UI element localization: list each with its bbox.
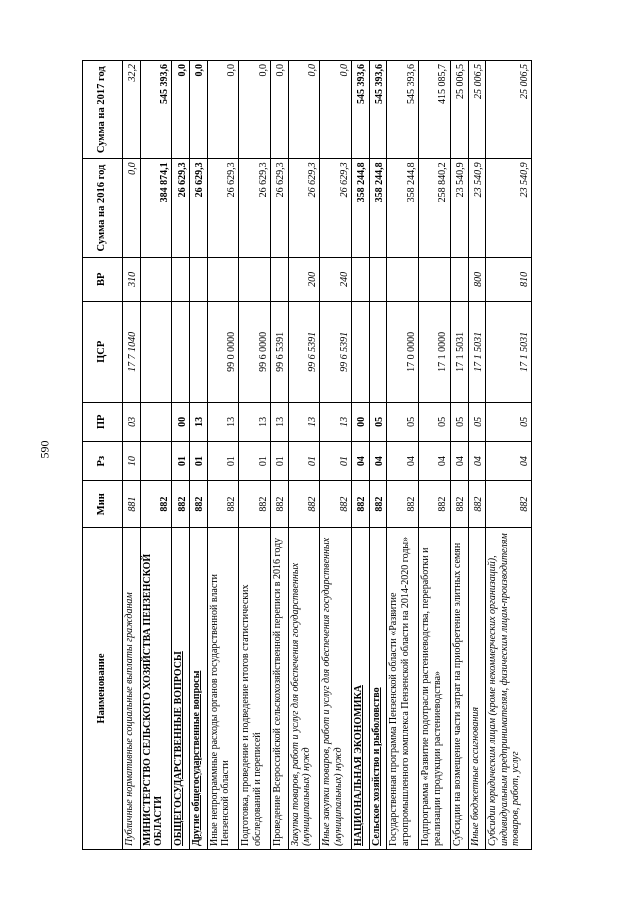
cell-name: Субсидии на возмещение части затрат на приобретение элитных семян: [450, 528, 468, 850]
header-min: Мин: [83, 481, 123, 528]
table-row: [450, 61, 468, 850]
cell-min: 882: [320, 481, 352, 528]
cell-name: ОБЩЕГОСУДАРСТВЕННЫЕ ВОПРОСЫ: [172, 528, 190, 850]
cell-pr: 05: [369, 402, 387, 441]
cell-pr: 00: [172, 402, 190, 441]
cell-pr: 13: [207, 402, 239, 441]
cell-vr: 200: [288, 257, 320, 301]
cell-csr: 17 1 5031: [486, 301, 532, 402]
cell-csr: 99 6 0000: [239, 301, 271, 402]
table-row: [387, 61, 419, 850]
cell-vr: [239, 257, 271, 301]
cell-vr: 240: [320, 257, 352, 301]
cell-rz: 04: [468, 442, 486, 481]
cell-rz: 01: [288, 442, 320, 481]
cell-pr: 05: [468, 402, 486, 441]
cell-vr: 310: [123, 257, 141, 301]
cell-name: Другие общегосударственные вопросы: [190, 528, 208, 850]
cell-csr: 17 0 0000: [387, 301, 419, 402]
table-row: [207, 61, 239, 850]
cell-name: Иные закупки товаров, работ и услуг для обеспечения государственных (муниципальных) нужд: [320, 528, 352, 850]
header-sum-2016: Сумма на 2016 год: [83, 159, 123, 257]
cell-vr: [190, 257, 208, 301]
cell-name: МИНИСТЕРСТВО СЕЛЬСКОГО ХОЗЯЙСТВА ПЕНЗЕНСКОЙ ОБЛАСТИ: [140, 528, 172, 850]
cell-sum-2017: 25 006,5: [468, 61, 486, 159]
cell-vr: [207, 257, 239, 301]
cell-sum-2016: 26 629,3: [288, 159, 320, 257]
cell-pr: 05: [419, 402, 451, 441]
cell-min: 882: [172, 481, 190, 528]
cell-sum-2017: 0,0: [239, 61, 271, 159]
cell-min: 882: [271, 481, 289, 528]
cell-min: 882: [288, 481, 320, 528]
cell-csr: 17 1 5031: [468, 301, 486, 402]
cell-name: Подготовка, проведение и подведение итогов статистических обследований и переписей: [239, 528, 271, 850]
table-row: [288, 61, 320, 850]
cell-csr: [190, 301, 208, 402]
cell-name: Иные непрограммные расходы органов государственной власти Пензенской области: [207, 528, 239, 850]
cell-name: Иные бюджетные ассигнования: [468, 528, 486, 850]
cell-name: НАЦИОНАЛЬНАЯ ЭКОНОМИКА: [352, 528, 370, 850]
cell-sum-2017: 545 393,6: [352, 61, 370, 159]
cell-sum-2016: 23 540,9: [486, 159, 532, 257]
cell-rz: 04: [369, 442, 387, 481]
cell-name: Проведение Всероссийской сельскохозяйственной переписи в 2016 году: [271, 528, 289, 850]
cell-name: Субсидии юридическим лицам (кроме некоммерческих организаций), индивидуальным предпринимателям, физическим лицам-производителям товаров, работ, услуг: [486, 528, 532, 850]
cell-sum-2017: 545 393,6: [140, 61, 172, 159]
cell-vr: [450, 257, 468, 301]
cell-rz: 01: [190, 442, 208, 481]
cell-sum-2017: 0,0: [190, 61, 208, 159]
rotated-page: [82, 60, 532, 850]
table-row: [419, 61, 451, 850]
cell-sum-2016: 26 629,3: [271, 159, 289, 257]
cell-min: 882: [190, 481, 208, 528]
cell-rz: 04: [419, 442, 451, 481]
cell-min: 882: [468, 481, 486, 528]
cell-rz: 01: [320, 442, 352, 481]
cell-rz: 04: [450, 442, 468, 481]
cell-sum-2017: 0,0: [288, 61, 320, 159]
cell-rz: 01: [172, 442, 190, 481]
cell-csr: 99 6 5391: [320, 301, 352, 402]
cell-csr: 17 1 0000: [419, 301, 451, 402]
cell-name: Государственная программа Пензенской области «Развитие агропромышленного комплекса Пензенской области на 2014-2020 годы»: [387, 528, 419, 850]
table-row: [123, 61, 141, 850]
cell-rz: 10: [123, 442, 141, 481]
cell-pr: 05: [450, 402, 468, 441]
table-row: [468, 61, 486, 850]
cell-rz: [140, 442, 172, 481]
cell-pr: 05: [387, 402, 419, 441]
cell-sum-2017: 545 393,6: [369, 61, 387, 159]
cell-vr: 800: [468, 257, 486, 301]
cell-sum-2017: 0,0: [271, 61, 289, 159]
cell-sum-2016: 26 629,3: [207, 159, 239, 257]
header-row: [83, 61, 123, 850]
cell-rz: 01: [239, 442, 271, 481]
cell-pr: 13: [271, 402, 289, 441]
cell-min: 882: [207, 481, 239, 528]
cell-sum-2016: 384 874,1: [140, 159, 172, 257]
cell-rz: 04: [486, 442, 532, 481]
cell-sum-2017: 0,0: [320, 61, 352, 159]
cell-sum-2016: 26 629,3: [320, 159, 352, 257]
cell-sum-2017: 545 393,6: [387, 61, 419, 159]
table-body: [123, 61, 532, 850]
cell-min: 882: [369, 481, 387, 528]
cell-vr: [369, 257, 387, 301]
table-row: [190, 61, 208, 850]
cell-csr: [369, 301, 387, 402]
cell-sum-2016: 0,0: [123, 159, 141, 257]
cell-pr: 13: [320, 402, 352, 441]
cell-sum-2016: 23 540,9: [468, 159, 486, 257]
cell-name: Подпрограмма «Развитие подотрасли растениеводства, переработки и реализации продукции растениеводства»: [419, 528, 451, 850]
table-row: [486, 61, 532, 850]
table-row: [239, 61, 271, 850]
cell-sum-2017: 32,2: [123, 61, 141, 159]
cell-csr: [172, 301, 190, 402]
cell-pr: 03: [123, 402, 141, 441]
cell-name: Публичные нормативные социальные выплаты гражданам: [123, 528, 141, 850]
header-name: Наименование: [83, 528, 123, 850]
cell-rz: 01: [207, 442, 239, 481]
cell-csr: 17 1 5031: [450, 301, 468, 402]
header-vr: ВР: [83, 257, 123, 301]
page-number: 590: [37, 440, 52, 459]
budget-table: [82, 60, 532, 850]
cell-sum-2016: 23 540,9: [450, 159, 468, 257]
cell-pr: 13: [190, 402, 208, 441]
header-sum-2017: Сумма на 2017 год: [83, 61, 123, 159]
cell-sum-2016: 26 629,3: [190, 159, 208, 257]
cell-pr: 00: [352, 402, 370, 441]
cell-min: 882: [352, 481, 370, 528]
cell-sum-2017: 415 085,7: [419, 61, 451, 159]
cell-min: 882: [486, 481, 532, 528]
table-row: [320, 61, 352, 850]
cell-sum-2017: 25 006,5: [450, 61, 468, 159]
header-csr: ЦСР: [83, 301, 123, 402]
cell-min: 882: [140, 481, 172, 528]
cell-csr: 99 0 0000: [207, 301, 239, 402]
cell-sum-2016: 358 244,8: [369, 159, 387, 257]
cell-sum-2016: 26 629,3: [239, 159, 271, 257]
cell-sum-2017: 0,0: [207, 61, 239, 159]
cell-csr: 99 6 5391: [288, 301, 320, 402]
cell-csr: 99 6 5391: [271, 301, 289, 402]
cell-pr: 13: [239, 402, 271, 441]
header-pr: ПР: [83, 402, 123, 441]
cell-name: Закупка товаров, работ и услуг для обеспечения государственных (муниципальных) нужд: [288, 528, 320, 850]
cell-min: 882: [419, 481, 451, 528]
cell-vr: [172, 257, 190, 301]
cell-min: 882: [450, 481, 468, 528]
cell-sum-2017: 0,0: [172, 61, 190, 159]
cell-sum-2016: 258 840,2: [419, 159, 451, 257]
cell-vr: 810: [486, 257, 532, 301]
table-row: [352, 61, 370, 850]
cell-sum-2017: 25 006,5: [486, 61, 532, 159]
cell-sum-2016: 358 244,8: [387, 159, 419, 257]
table-row: [140, 61, 172, 850]
cell-pr: [140, 402, 172, 441]
cell-sum-2016: 358 244,8: [352, 159, 370, 257]
cell-min: 882: [387, 481, 419, 528]
cell-pr: 05: [486, 402, 532, 441]
cell-vr: [387, 257, 419, 301]
table-row: [271, 61, 289, 850]
header-rz: Рз: [83, 442, 123, 481]
cell-min: 881: [123, 481, 141, 528]
cell-sum-2016: 26 629,3: [172, 159, 190, 257]
cell-rz: 01: [271, 442, 289, 481]
cell-rz: 04: [352, 442, 370, 481]
cell-pr: 13: [288, 402, 320, 441]
cell-vr: [352, 257, 370, 301]
cell-csr: 17 7 1040: [123, 301, 141, 402]
table-row: [172, 61, 190, 850]
cell-vr: [140, 257, 172, 301]
cell-vr: [271, 257, 289, 301]
table-row: [369, 61, 387, 850]
cell-csr: [140, 301, 172, 402]
cell-name: Сельское хозяйство и рыболовство: [369, 528, 387, 850]
cell-min: 882: [239, 481, 271, 528]
cell-csr: [352, 301, 370, 402]
cell-rz: 04: [387, 442, 419, 481]
cell-vr: [419, 257, 451, 301]
